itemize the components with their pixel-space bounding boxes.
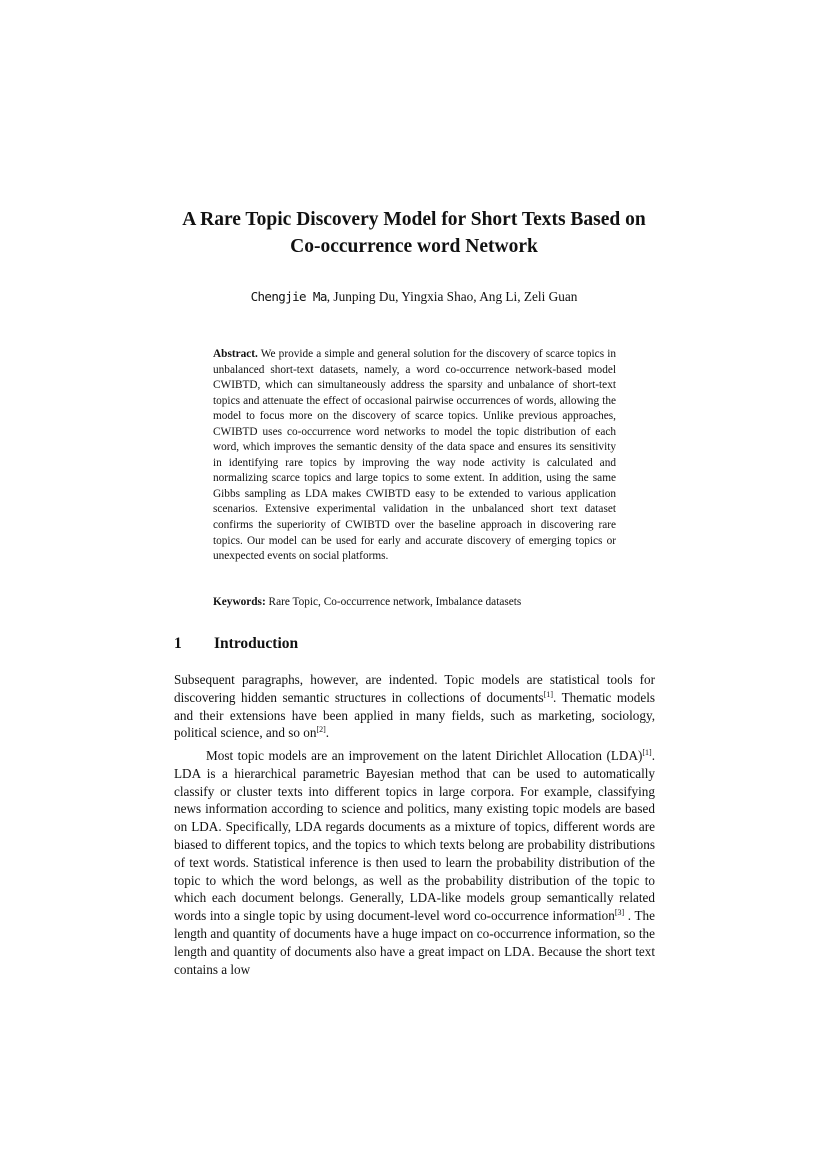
section-number: 1: [174, 635, 182, 652]
paper-title: [0, 206, 828, 260]
paragraph-2-text-c: . The length and quantity of documents have a huge impact on co-occurrence information, so the length and quantity of documents also have a great impact on LDA. Because the short text contains a low: [174, 908, 656, 977]
paragraph-2-text-b: . LDA is a hierarchical parametric Bayesian method that can be used to automatically classify or cluster texts into different topics in large corpora. For example, classifying news information according to science and politics, many existing topic models are based on LDA. Specifically, LDA regards documents as a mixture of topics, different words are biased to different topics, and the topics to which texts belong are probability distributions of text words. Statistical inference is then used to learn the probability distribution of the topic to which the word belongs, as well as the probability distribution of the topic to which each document belongs. Generally, LDA-like models group semantically related words into a single topic by using document-level word co-occurrence information: [174, 748, 655, 924]
keywords: [213, 595, 616, 611]
title-line-1: A Rare Topic Discovery Model for Short Texts Based on: [182, 209, 646, 230]
citation-ref: [1]: [543, 689, 554, 699]
first-author: Chengjie Ma: [250, 289, 327, 304]
paragraph-1: [174, 671, 655, 742]
paragraph-1-text-c: .: [325, 725, 330, 741]
paragraph-1-text-a: Subsequent paragraphs, however, are indented. Topic models are statistical tools for discovering hidden semantic structures in collections of documents: [174, 672, 655, 705]
keywords-text: Rare Topic, Co-occurrence network, Imbalance datasets: [265, 596, 522, 608]
citation-ref: [3]: [614, 908, 625, 918]
citation-ref: [2]: [316, 725, 326, 735]
abstract-label: Abstract.: [213, 348, 258, 360]
abstract: [213, 347, 616, 565]
citation-ref: [1]: [642, 748, 652, 757]
keywords-label: Keywords:: [213, 596, 266, 608]
title-line-2: Co-occurrence word Network: [290, 236, 538, 257]
paragraph-1-text-b: . Thematic models and their extensions have been applied in many fields, such as marketing, sociology, political science, and so on: [174, 689, 655, 741]
paragraph-2: [174, 747, 655, 978]
abstract-text: We provide a simple and general solution for the discovery of scarce topics in unbalanced short-text datasets, namely, a word co-occurrence network-based model CWIBTD, which can simultaneously address the sparsity and unbalance of short-text topics and attenuate the effect of occasional pairwise occurrences of words, allowing the model to focus more on the discovery of scarce topics. Unlike previous approaches, CWIBTD uses co-occurrence word networks to model the topic distribution of each word, which improves the semantic density of the data space and ensures its sensitivity in identifying rare topics by improving the way node activity is calculated and normalizing scarce topics and large topics to some extent. In addition, using the same Gibbs sampling as LDA makes CWIBTD easy to be extended to various application scenarios. Extensive experimental validation in the unbalanced short text dataset confirms the superiority of CWIBTD over the baseline approach in discovering rare topics. Our model can be used for early and accurate discovery of emerging topics or unexpected events on social platforms.: [213, 348, 616, 563]
section-title: Introduction: [214, 635, 299, 652]
paragraph-2-text-a: Most topic models are an improvement on the latent Dirichlet Allocation (LDA): [206, 748, 643, 763]
section-heading: [174, 634, 298, 654]
other-authors: , Junping Du, Yingxia Shao, Ang Li, Zeli Guan: [326, 289, 578, 304]
author-list: [0, 288, 828, 306]
